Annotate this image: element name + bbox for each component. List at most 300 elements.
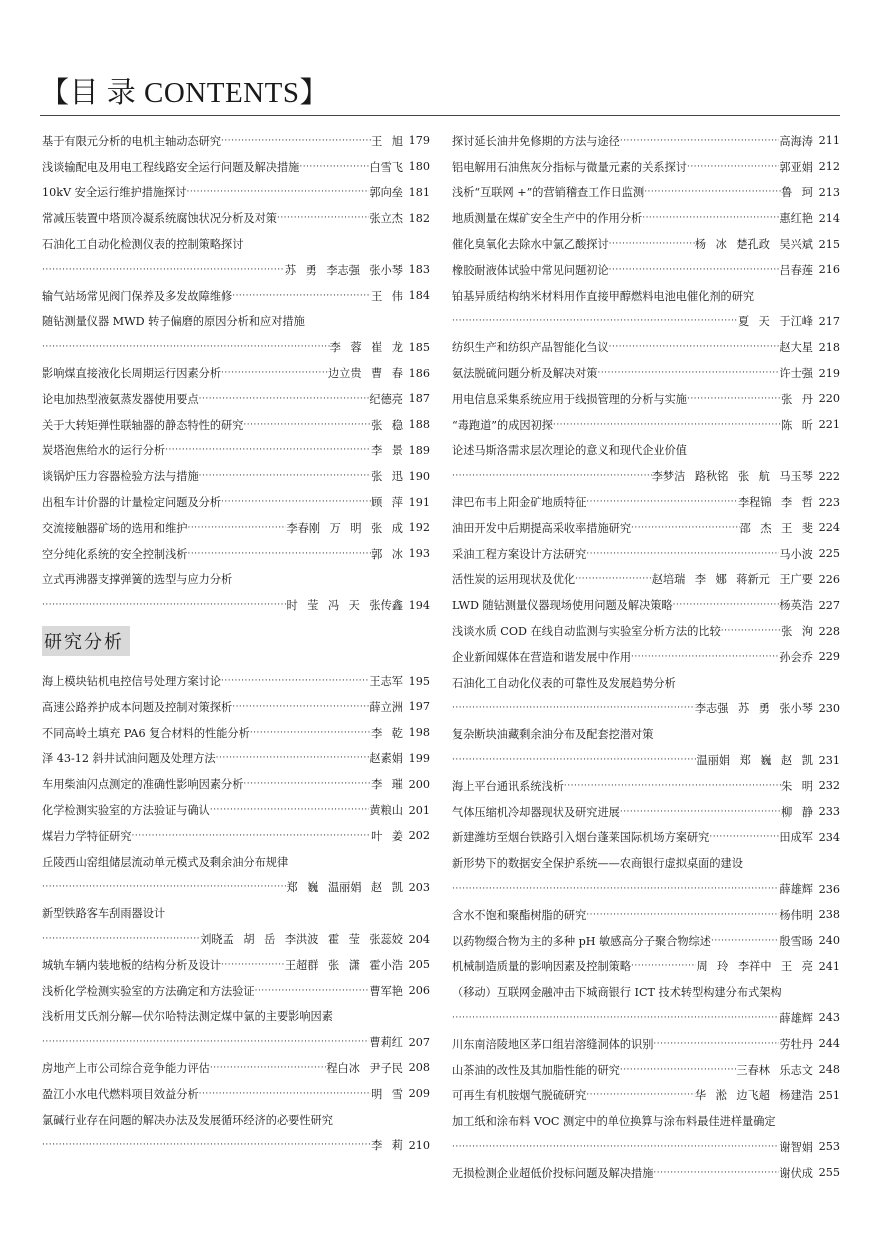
- toc-entry: [42, 438, 430, 464]
- toc-entry: [42, 746, 430, 772]
- entry-page-number: 229: [818, 650, 840, 664]
- toc-entry: [42, 592, 430, 618]
- toc-entry: [42, 1055, 430, 1081]
- toc-entry: [452, 979, 840, 1005]
- entry-authors: 张 洵: [781, 625, 813, 639]
- dot-leader: [255, 986, 370, 996]
- toc-entry: [452, 592, 840, 618]
- entry-page-number: 241: [818, 959, 840, 973]
- dot-leader: [586, 549, 779, 559]
- toc-entry: [42, 668, 430, 694]
- entry-title: 基于有限元分析的电机主轴动态研究: [42, 134, 222, 148]
- toc-entry: [452, 670, 840, 696]
- toc-entry: [42, 334, 430, 360]
- entry-page-number: 182: [408, 211, 430, 225]
- entry-title: 常减压装置中塔顶冷凝系统腐蚀状况分析及对策: [42, 212, 277, 226]
- entry-page-number: 213: [818, 185, 840, 199]
- toc-entry: [452, 928, 840, 954]
- toc-entry: [42, 1029, 430, 1055]
- entry-authors: 张立杰: [369, 212, 403, 226]
- entry-title: LWD 随钻测量仪器现场使用问题及解决策略: [452, 599, 673, 613]
- dot-leader: [687, 394, 781, 404]
- entry-page-number: 222: [818, 469, 840, 483]
- dot-leader: [452, 316, 738, 326]
- dot-leader: [42, 1140, 371, 1150]
- entry-page-number: 233: [818, 805, 840, 819]
- entry-page-number: 206: [408, 984, 430, 998]
- entry-page-number: 199: [408, 751, 430, 765]
- entry-page-number: 225: [818, 547, 840, 561]
- toc-entry: [42, 1081, 430, 1107]
- entry-authors: 张 丹: [781, 392, 813, 406]
- dot-leader: [221, 497, 371, 507]
- entry-page-number: 234: [818, 830, 840, 844]
- entry-authors: 苏 勇 李志强 张小琴: [284, 263, 403, 277]
- section-heading: [42, 618, 430, 668]
- entry-title: 采油工程方案设计方法研究: [452, 547, 587, 561]
- entry-title: 地质测量在煤矿安全生产中的作用分析: [452, 212, 643, 226]
- entry-authors: 叶 姜: [371, 829, 403, 843]
- toc-entry: [452, 205, 840, 231]
- entry-page-number: 221: [818, 418, 840, 432]
- dot-leader: [564, 781, 781, 791]
- dot-leader: [277, 213, 369, 223]
- toc-entry: [452, 1134, 840, 1160]
- entry-title: 泽 43-12 斜井试油问题及处理方法: [42, 752, 216, 766]
- dot-leader: [216, 753, 370, 763]
- toc-entry: [42, 823, 430, 849]
- dot-leader: [221, 676, 369, 686]
- dot-leader: [452, 471, 652, 481]
- entry-authors: 明 雪: [371, 1087, 403, 1101]
- dot-leader: [42, 1037, 369, 1047]
- entry-authors: 曹莉红: [369, 1036, 403, 1050]
- entry-title: 海上模块钻机电控信号处理方案讨论: [42, 675, 222, 689]
- entry-page-number: 180: [408, 160, 430, 174]
- toc-entry: [452, 489, 840, 515]
- toc-entry: [452, 257, 840, 283]
- toc-entry: [452, 567, 840, 593]
- toc-entry: [452, 283, 840, 309]
- dot-leader: [620, 807, 781, 817]
- dot-leader: [299, 162, 369, 172]
- dot-leader: [597, 368, 779, 378]
- entry-authors: 纪德亮: [369, 392, 403, 406]
- entry-page-number: 187: [408, 392, 430, 406]
- dot-leader: [644, 187, 781, 197]
- entry-title: 化学检测实验室的方法验证与确认: [42, 804, 210, 818]
- dot-leader: [452, 703, 695, 713]
- entry-page-number: 195: [408, 674, 430, 688]
- entry-title: 加工纸和涂布料 VOC 测定中的单位换算与涂布料最佳进样量确定: [452, 1115, 776, 1129]
- entry-authors: 周 玲 李祥中 王 亮: [696, 960, 813, 974]
- entry-page-number: 190: [408, 469, 430, 483]
- entry-page-number: 202: [408, 829, 430, 843]
- entry-title: 随钻测量仪器 MWD 转子偏磨的原因分析和应对措施: [42, 315, 305, 329]
- toc-entry: [42, 720, 430, 746]
- toc-entry: [452, 309, 840, 335]
- entry-page-number: 248: [818, 1063, 840, 1077]
- entry-title: 以药物缀合物为主的多种 pH 敏感高分子聚合物综述: [452, 934, 711, 948]
- entry-title: 川东南涪陵地区茅口组岩溶缝洞体的识别: [452, 1037, 654, 1051]
- dot-leader: [609, 239, 695, 249]
- entry-authors: 李梦洁 路秋铭 张 航 马玉琴: [651, 470, 813, 484]
- dot-leader: [42, 265, 285, 275]
- entry-authors: 郭亚娟: [779, 160, 813, 174]
- toc-entry: [452, 386, 840, 412]
- dot-leader: [687, 162, 779, 172]
- entry-title: 交流接触器矿场的选用和维护: [42, 521, 188, 535]
- toc-entry: [452, 644, 840, 670]
- entry-page-number: 231: [818, 753, 840, 767]
- toc-entry: [452, 1005, 840, 1031]
- entry-title: 新形势下的数据安全保护系统——农商银行虚拟桌面的建设: [452, 857, 743, 871]
- toc-entry: [452, 876, 840, 902]
- entry-page-number: 207: [408, 1035, 430, 1049]
- entry-authors: 王 伟: [371, 289, 403, 303]
- entry-authors: 杨英浩: [779, 599, 813, 613]
- entry-authors: 李 璀: [371, 778, 403, 792]
- toc-entry: [452, 799, 840, 825]
- entry-title: 谈锅炉压力容器检验方法与措施: [42, 470, 199, 484]
- toc-entry: [42, 771, 430, 797]
- dot-leader: [187, 549, 371, 559]
- entry-authors: 吕春莲: [779, 263, 813, 277]
- entry-page-number: 223: [818, 495, 840, 509]
- toc-entry: [42, 515, 430, 541]
- entry-authors: 赵大星: [779, 341, 813, 355]
- entry-authors: 谢智娟: [779, 1140, 813, 1154]
- entry-page-number: 219: [818, 366, 840, 380]
- dot-leader: [42, 934, 200, 944]
- entry-title: 橡胶耐液体试验中常见问题初论: [452, 263, 609, 277]
- entry-title: 机械制造质量的影响因素及控制策略: [452, 960, 632, 974]
- entry-authors: 杨 冰 楚孔政 吴兴斌: [694, 238, 813, 252]
- entry-authors: 李 乾: [371, 726, 403, 740]
- entry-page-number: 217: [818, 314, 840, 328]
- toc-entry: [452, 773, 840, 799]
- entry-title: 纺织生产和纺织产品智能化刍议: [452, 341, 609, 355]
- toc-entry: [452, 463, 840, 489]
- entry-page-number: 224: [818, 521, 840, 535]
- entry-authors: 高海涛: [779, 134, 813, 148]
- page-title: 【目 录 CONTENTS】: [40, 77, 329, 109]
- dot-leader: [199, 471, 371, 481]
- toc-entry: [452, 1160, 840, 1186]
- entry-title: 无损检测企业超低价投标问题及解决措施: [452, 1166, 654, 1180]
- entry-title: 用电信息采集系统应用于线损管理的分析与实施: [452, 392, 687, 406]
- entry-authors: 杨伟明: [779, 908, 813, 922]
- entry-page-number: 193: [408, 547, 430, 561]
- toc-entry: [42, 952, 430, 978]
- entry-authors: 薛雄辉: [779, 883, 813, 896]
- dot-leader: [553, 420, 781, 430]
- toc-entry: [42, 797, 430, 823]
- entry-authors: 时 莹 冯 天 张传鑫: [286, 599, 403, 613]
- toc-entry: [42, 694, 430, 720]
- toc-entry: [452, 1082, 840, 1108]
- entry-title: 新型铁路客车刮雨器设计: [42, 907, 166, 921]
- dot-leader: [631, 652, 779, 662]
- entry-authors: 李 蓉 崔 龙: [329, 341, 403, 355]
- entry-authors: 黄粮山: [369, 804, 403, 818]
- entry-page-number: 240: [818, 934, 840, 948]
- entry-authors: 朱 明: [781, 779, 813, 793]
- toc-entry: [452, 618, 840, 644]
- entry-authors: 陈 昕: [781, 418, 813, 432]
- dot-leader: [42, 600, 286, 610]
- left-column: [42, 128, 430, 1158]
- entry-authors: 曹军艳: [369, 984, 403, 998]
- entry-title: 输气站场常见阀门保养及多发故障维修: [42, 289, 233, 303]
- entry-title: 立式再沸器支撑弹簧的选型与应力分析: [42, 573, 233, 587]
- entry-page-number: 251: [818, 1088, 840, 1102]
- dot-leader: [711, 936, 779, 946]
- entry-authors: 白雪飞: [369, 160, 403, 174]
- toc-entry: [452, 954, 840, 980]
- header-divider: [40, 115, 840, 116]
- toc-entry: [42, 386, 430, 412]
- toc-entry: [452, 180, 840, 206]
- entry-title: 影响煤直接液化长周期运行因素分析: [42, 367, 222, 381]
- entry-title: 油田开发中后期提高采收率措施研究: [452, 521, 632, 535]
- entry-authors: 劳牡丹: [779, 1037, 813, 1051]
- entry-page-number: 230: [818, 701, 840, 715]
- entry-authors: 王 旭: [371, 134, 403, 148]
- entry-title: 氯碱行业存在问题的解决办法及发展循环经济的必要性研究: [42, 1113, 333, 1127]
- toc-entry: [42, 1132, 430, 1158]
- toc-entry: [42, 283, 430, 309]
- dot-leader: [452, 755, 696, 765]
- toc-entry: [42, 412, 430, 438]
- entry-title: 山茶油的改性及其加脂性能的研究: [452, 1063, 620, 1077]
- dot-leader: [673, 600, 780, 610]
- entry-title: 煤岩力学特征研究: [42, 829, 132, 843]
- entry-authors: 邵 杰 王 斐: [739, 521, 813, 535]
- toc-entry: [42, 849, 430, 875]
- dot-leader: [210, 805, 370, 815]
- toc-entry: [42, 926, 430, 952]
- entry-title: 催化臭氧化去除水中氯乙酸探讨: [452, 238, 609, 252]
- entry-authors: 郭向垒: [369, 186, 403, 200]
- dot-leader: [221, 368, 328, 378]
- toc-entry: [42, 1107, 430, 1133]
- entry-title: 探讨延长油井免修期的方法与途径: [452, 134, 620, 148]
- dot-leader: [452, 884, 779, 894]
- entry-authors: 三春林 乐志文: [736, 1063, 813, 1077]
- entry-title: 论述马斯洛需求层次理论的意义和现代企业价值: [452, 444, 687, 458]
- entry-title: 浅谈输配电及用电工程线路安全运行问题及解决措施: [42, 160, 300, 174]
- toc-entry: [452, 334, 840, 360]
- entry-authors: 顾 萍: [371, 496, 403, 510]
- dot-leader: [653, 1168, 779, 1178]
- dot-leader: [42, 882, 286, 892]
- entry-title: 浅析用艾氏剂分解—伏尔哈特法测定煤中氯的主要影响因素: [42, 1010, 333, 1024]
- toc-entry: [42, 875, 430, 901]
- toc-entry: [42, 360, 430, 386]
- entry-page-number: 201: [408, 803, 430, 817]
- toc-entry: [452, 515, 840, 541]
- entry-title: 出租车计价器的计量检定问题及分析: [42, 496, 222, 510]
- entry-authors: 张 稳: [371, 418, 403, 432]
- entry-page-number: 186: [408, 366, 430, 380]
- entry-title: 企业新闻媒体在营造和谐发展中作用: [452, 650, 632, 664]
- entry-page-number: 232: [818, 779, 840, 793]
- entry-authors: 李 景: [371, 444, 403, 458]
- entry-authors: 马小波: [779, 547, 813, 561]
- entry-title: 活性炭的运用现状及优化: [452, 573, 576, 587]
- entry-authors: 鲁 珂: [781, 186, 813, 200]
- entry-page-number: 236: [818, 882, 840, 896]
- entry-title: 新建潍坊至烟台铁路引入烟台蓬莱国际机场方案研究: [452, 831, 710, 845]
- entry-authors: 李 莉: [371, 1139, 403, 1153]
- entry-page-number: 208: [408, 1061, 430, 1075]
- toc-entry: [42, 205, 430, 231]
- dot-leader: [221, 960, 285, 970]
- toc-entry: [452, 696, 840, 722]
- entry-authors: 程白冰 尹子民: [326, 1061, 403, 1075]
- entry-authors: 谢伏成: [779, 1166, 813, 1180]
- entry-page-number: 185: [408, 340, 430, 354]
- entry-authors: 惠红艳: [779, 212, 813, 226]
- dot-leader: [631, 961, 696, 971]
- entry-page-number: 200: [408, 777, 430, 791]
- toc-entry: [452, 154, 840, 180]
- dot-leader: [620, 1065, 736, 1075]
- entry-authors: 郑 巍 温丽娟 赵 凯: [286, 881, 403, 895]
- toc-entry: [452, 360, 840, 386]
- entry-page-number: 204: [408, 932, 430, 946]
- dot-leader: [609, 265, 780, 275]
- toc-entry: [42, 154, 430, 180]
- dot-leader: [243, 420, 371, 430]
- entry-page-number: 191: [408, 495, 430, 509]
- dot-leader: [452, 1013, 779, 1023]
- entry-page-number: 183: [408, 263, 430, 277]
- entry-page-number: 216: [818, 263, 840, 277]
- entry-page-number: 205: [408, 958, 430, 972]
- entry-page-number: 209: [408, 1087, 430, 1101]
- entry-page-number: 228: [818, 624, 840, 638]
- dot-leader: [232, 702, 369, 712]
- entry-page-number: 244: [818, 1037, 840, 1051]
- entry-authors: 李志强 苏 勇 张小琴: [694, 702, 813, 716]
- toc-entry: [42, 463, 430, 489]
- toc-entry: [42, 309, 430, 335]
- entry-authors: 温丽娟 郑 巍 赵 凯: [696, 754, 813, 768]
- entry-title: 铂基异质结构纳米材料用作直接甲醇燃料电池电催化剂的研究: [452, 289, 755, 303]
- dot-leader: [609, 342, 780, 352]
- entry-page-number: 227: [818, 598, 840, 612]
- toc-entry: [452, 825, 840, 851]
- entry-title: 含水不饱和聚酯树脂的研究: [452, 908, 587, 922]
- entry-title: 津巴布韦上阳金矿地质特征: [452, 496, 587, 510]
- toc-entry: [452, 1057, 840, 1083]
- entry-authors: 赵培瑞 李 娜 蒋新元 王广要: [651, 573, 813, 587]
- toc-entry: [452, 850, 840, 876]
- entry-authors: 柳 静: [781, 805, 813, 819]
- entry-page-number: 212: [818, 160, 840, 174]
- entry-page-number: 210: [408, 1138, 430, 1152]
- entry-authors: 田成军: [779, 831, 813, 845]
- entry-page-number: 243: [818, 1011, 840, 1025]
- entry-title: 浅析化学检测实验室的方法确定和方法验证: [42, 984, 255, 998]
- entry-authors: 王志军: [369, 675, 403, 689]
- entry-title: 海上平台通讯系统浅析: [452, 779, 564, 793]
- dot-leader: [631, 523, 740, 533]
- toc-entry: [42, 541, 430, 567]
- entry-title: 炭塔泡焦给水的运行分析: [42, 444, 166, 458]
- dot-leader: [452, 1142, 779, 1152]
- entry-title: 气体压缩机冷却器现状及研究进展: [452, 805, 620, 819]
- entry-authors: 夏 天 于江峰: [737, 315, 813, 329]
- entry-page-number: 188: [408, 418, 430, 432]
- toc-entry: [452, 1108, 840, 1134]
- dot-leader: [721, 626, 781, 636]
- toc-entry: [452, 231, 840, 257]
- entry-title: 高速公路养护成本问题及控制对策探析: [42, 700, 233, 714]
- entry-title: 论电加热型液氨蒸发器使用要点: [42, 392, 199, 406]
- entry-authors: 孙会乔: [779, 650, 813, 664]
- entry-page-number: 181: [408, 185, 430, 199]
- entry-authors: 李春刚 万 明 张 成: [286, 521, 403, 535]
- toc-entry: [452, 721, 840, 747]
- dot-leader: [586, 1090, 695, 1100]
- toc-entry: [452, 902, 840, 928]
- toc-entry: [452, 747, 840, 773]
- toc-entry: [42, 978, 430, 1004]
- entry-page-number: 255: [818, 1166, 840, 1180]
- entry-authors: 张 迅: [371, 470, 403, 484]
- toc-entry: [42, 567, 430, 593]
- entry-title: 车用柴油闪点测定的准确性影响因素分析: [42, 778, 244, 792]
- entry-authors: 华 淞 边飞超 杨建浩: [694, 1089, 813, 1103]
- dot-leader: [199, 394, 370, 404]
- entry-title: 盈江小水电代燃料项目效益分析: [42, 1087, 199, 1101]
- dot-leader: [232, 291, 371, 301]
- section-heading-label: 研究分析: [42, 626, 130, 656]
- entry-authors: 郭 冰: [371, 547, 403, 561]
- entry-authors: 薛雄辉: [779, 1011, 813, 1025]
- entry-title: “毒跑道”的成因初探: [452, 418, 553, 432]
- toc-entry: [452, 541, 840, 567]
- entry-page-number: 184: [408, 289, 430, 303]
- entry-page-number: 179: [408, 134, 430, 148]
- dot-leader: [187, 187, 370, 197]
- entry-page-number: 203: [408, 880, 430, 894]
- toc-entry: [452, 1031, 840, 1057]
- dot-leader: [586, 910, 779, 920]
- entry-page-number: 214: [818, 211, 840, 225]
- entry-page-number: 220: [818, 392, 840, 406]
- entry-title: 丘陵西山窑组储层流动单元模式及剩余油分布规律: [42, 855, 289, 869]
- entry-page-number: 189: [408, 443, 430, 457]
- dot-leader: [620, 136, 780, 146]
- toc-entry: [42, 180, 430, 206]
- toc-entry: [452, 128, 840, 154]
- entry-title: 铝电解用石油焦灰分指标与微量元素的关系探讨: [452, 160, 687, 174]
- dot-leader: [187, 523, 286, 533]
- toc-entry: [42, 231, 430, 257]
- toc-entry: [452, 438, 840, 464]
- entry-page-number: 211: [818, 134, 840, 148]
- entry-authors: 赵素娟: [369, 752, 403, 766]
- entry-title: 浅析“互联网 +”的营销稽查工作日监测: [452, 186, 645, 200]
- entry-title: 城轨车辆内装地板的结构分析及设计: [42, 958, 222, 972]
- entry-title: 空分纯化系统的安全控制浅析: [42, 547, 188, 561]
- entry-title: 关于大转矩弹性联轴器的静态特性的研究: [42, 418, 244, 432]
- entry-title: 浅谈水质 COD 在线自动监测与实验室分析方法的比较: [452, 625, 721, 639]
